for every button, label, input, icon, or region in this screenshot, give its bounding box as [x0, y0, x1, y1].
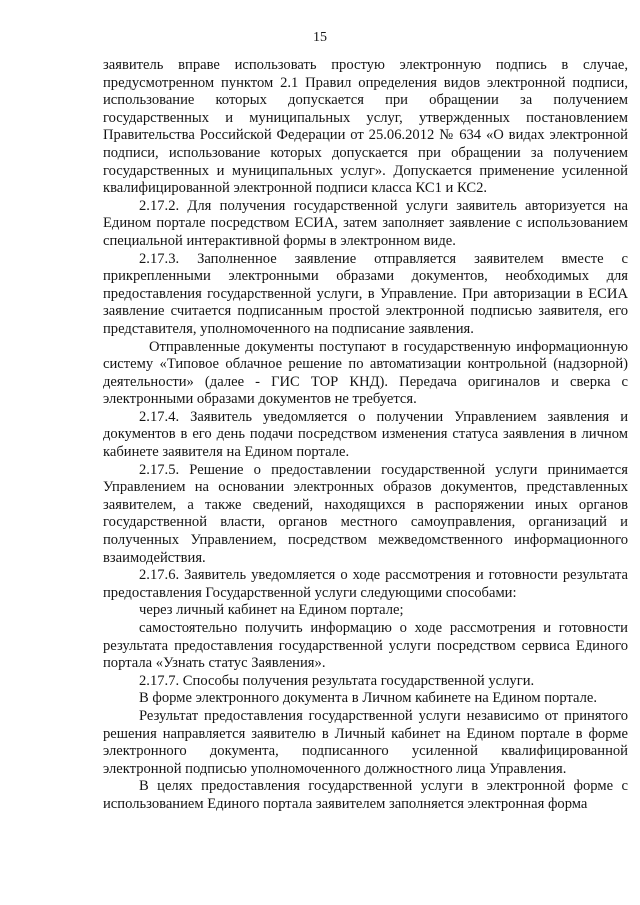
paragraph-electronic-form: В форме электронного документа в Личном кабинете на Едином портале. — [139, 690, 598, 707]
paragraph-2-17-6: 2.17.6. Заявитель уведомляется о ходе рассмотрения и готовности результата предоставления Государственной услуги следующими способами: — [103, 567, 628, 601]
paragraph-2-17-7: 2.17.7. Способы получения результата государственной услуги. — [139, 672, 535, 689]
paragraph-sent-documents: Отправленные документы поступают в государственную информационную систему «Типовое облачное решение по автоматизации контрольной (надзорной) деятельности» (далее - ГИС ТОР КНД). Передача оригиналов и сверка с электронными образами документов не требуется. — [103, 338, 628, 408]
paragraph-notification-personal-cabinet: через личный кабинет на Едином портале; — [139, 602, 404, 619]
paragraph-2-17-3: 2.17.3. Заполненное заявление отправляется заявителем вместе с прикрепленными электронными образами документов, необходимых для предоставления государственной услуги, в Управление. При авторизации в ЕСИА заявление считается подписанным простой электронной подписью заявителя, его представителя, уполномоченного на подписание заявления. — [103, 250, 628, 337]
paragraph-2-17-4: 2.17.4. Заявитель уведомляется о получении Управлением заявления и документов в его день подачи посредством изменения статуса заявления в личном кабинете заявителя на Едином портале. — [103, 408, 628, 461]
paragraph-electronic-form-filling: В целях предоставления государственной услуги в электронной форме с использованием Единого портала заявителем заполняется электронная форма — [103, 778, 628, 812]
page-number: 15 — [313, 30, 327, 45]
document-body — [103, 57, 628, 814]
paragraph-2-17-5: 2.17.5. Решение о предоставлении государственной услуги принимается Управлением на основании электронных образов документов, представленных заявителем, а также сведений, находящихся в распоряжении иных органов государственной власти, органов местного самоуправления, организаций и полученных Управлением, посредством межведомственного информационного взаимодействия. — [103, 461, 628, 566]
paragraph-notification-status-service: самостоятельно получить информацию о ходе рассмотрения и готовности результата предоставления государственной услуги посредством сервиса Единого портала «Узнать статус Заявления». — [103, 620, 628, 672]
paragraph-2-17-2: 2.17.2. Для получения государственной услуги заявитель авторизуется на Едином портале посредством ЕСИА, затем заполняет заявление с использованием специальной интерактивной формы в электронном виде. — [103, 197, 628, 249]
paragraph-result-delivery: Результат предоставления государственной услуги независимо от принятого решения направляется заявителю в Личный кабинет на Едином портале в форме электронного документа, подписанного усиленной квалифицированной электронной подписью уполномоченного должностного лица Управления. — [103, 707, 628, 777]
paragraph-electronic-signature: заявитель вправе использовать простую электронную подпись в случае, предусмотренном пунктом 2.1 Правил определения видов электронной подписи, использование которых допускается при обращении за получением государственных и муниципальных услуг, утвержденных постановлением Правительства Российской Федерации от 25.06.2012 № 634 «О видах электронной подписи, использование которых допускается при обращении за получением государственных и муниципальных услуг». Допускается применение усиленной квалифицированной электронной подписи класса КС1 и КС2. — [103, 57, 628, 197]
